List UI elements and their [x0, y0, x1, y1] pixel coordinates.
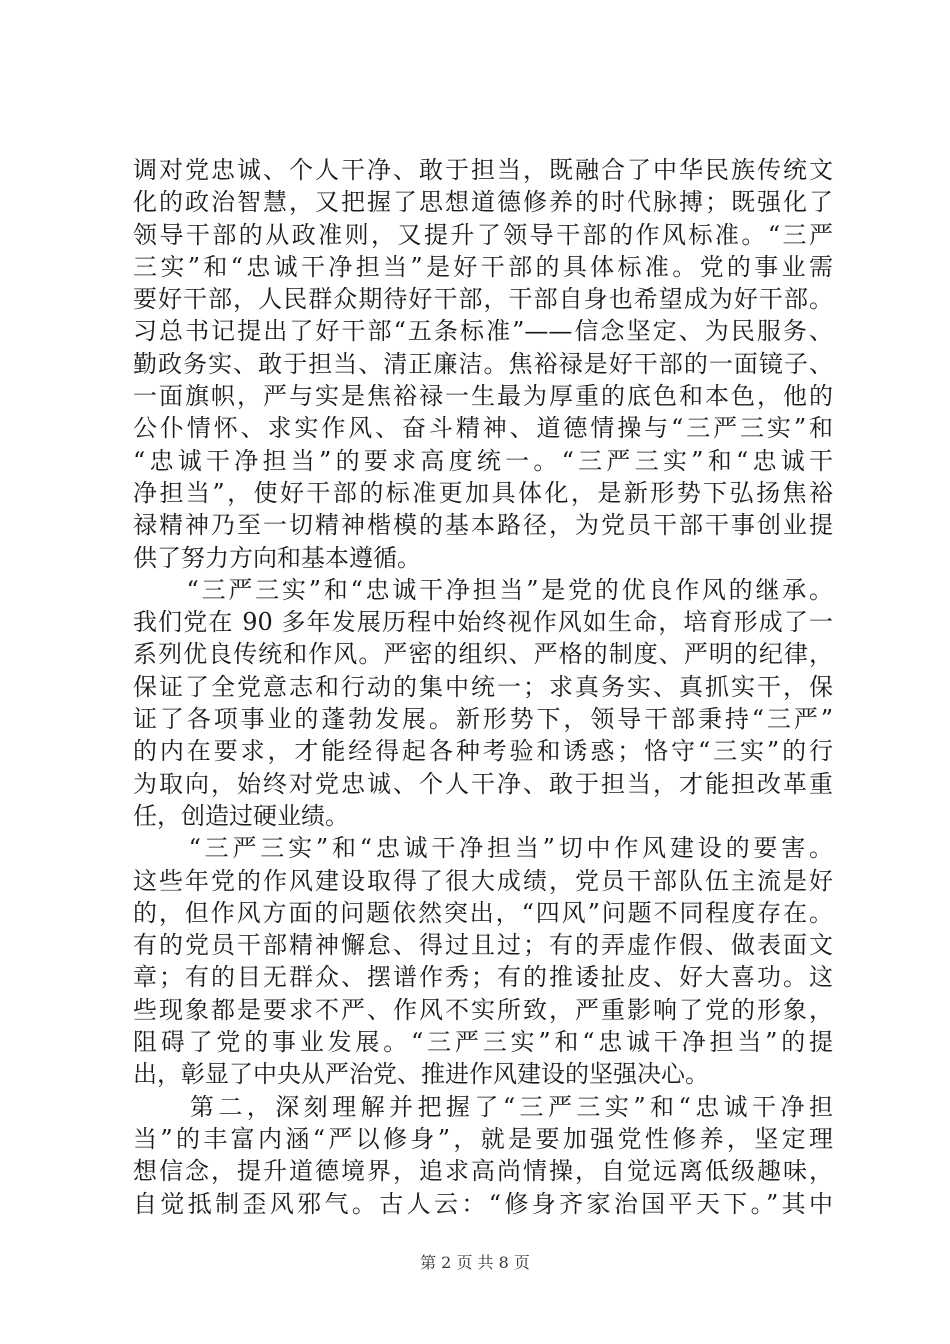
text-line: 阻碍了党的事业发展。“三严三实”和“忠诚干净担当”的提 — [133, 1028, 833, 1057]
text-line: 章；有的目无群众、摆谱作秀；有的推诿扯皮、好大喜功。这 — [133, 963, 833, 992]
text-line: “三严三实”和“忠诚干净担当”切中作风建设的要害。 — [133, 834, 833, 863]
text-line: 当”的丰富内涵“严以修身”，就是要加强党性修养，坚定理 — [133, 1124, 833, 1153]
text-line: 证了各项事业的蓬勃发展。新形势下，领导干部秉持“三严” — [133, 705, 833, 734]
text-line: 任，创造过硬业绩。 — [133, 801, 349, 830]
text-line: 出，彰显了中央从严治党、推进作风建设的坚强决心。 — [133, 1060, 709, 1089]
text-line: 公仆情怀、求实作风、奋斗精神、道德情操与“三严三实”和 — [133, 414, 833, 443]
text-line: 要好干部，人民群众期待好干部，干部自身也希望成为好干部。 — [133, 285, 833, 314]
text-line: 这些年党的作风建设取得了很大成绩，党员干部队伍主流是好 — [133, 866, 833, 895]
text-line: 三实”和“忠诚干净担当”是好干部的具体标准。党的事业需 — [133, 252, 833, 281]
text-line: “忠诚干净担当”的要求高度统一。“三严三实”和“忠诚干 — [133, 446, 833, 475]
text-line: 领导干部的从政准则，又提升了领导干部的作风标准。“三严 — [133, 220, 833, 249]
text-line: 的内在要求，才能经得起各种考验和诱惑；恪守“三实”的行 — [133, 737, 833, 766]
text-line: 些现象都是要求不严、作风不实所致，严重影响了党的形象， — [133, 995, 833, 1024]
text-line: 调对党忠诚、个人干净、敢于担当，既融合了中华民族传统文 — [133, 156, 833, 184]
text-line: 保证了全党意志和行动的集中统一；求真务实、真抓实干，保 — [133, 672, 833, 701]
text-line: 习总书记提出了好干部“五条标准”——信念坚定、为民服务、 — [133, 317, 833, 346]
text-line: 系列优良传统和作风。严密的组织、严格的制度、严明的纪律， — [133, 640, 833, 669]
text-line: 第二，深刻理解并把握了“三严三实”和“忠诚干净担 — [133, 1092, 833, 1121]
text-line: 化的政治智慧，又把握了思想道德修养的时代脉搏；既强化了 — [133, 188, 833, 217]
text-line: 自觉抵制歪风邪气。古人云：“修身齐家治国平天下。”其中 — [133, 1189, 833, 1218]
text-line: 供了努力方向和基本遵循。 — [133, 543, 421, 572]
text-line: 为取向，始终对党忠诚、个人干净、敢于担当，才能担改革重 — [133, 769, 833, 798]
text-line: 有的党员干部精神懈怠、得过且过；有的弄虚作假、做表面文 — [133, 931, 833, 960]
text-line: 一面旗帜，严与实是焦裕禄一生最为厚重的底色和本色，他的 — [133, 382, 833, 411]
text-line: 的，但作风方面的问题依然突出，“四风”问题不同程度存在。 — [133, 898, 833, 927]
text-line: 我们党在 90 多年发展历程中始终视作风如生命，培育形成了一 — [133, 608, 833, 637]
text-line: “三严三实”和“忠诚干净担当”是党的优良作风的继承。 — [133, 575, 833, 604]
page-footer: 第 2 页 共 8 页 — [420, 1253, 530, 1272]
text-line: 禄精神乃至一切精神楷模的基本路径，为党员干部干事创业提 — [133, 511, 833, 540]
body-text — [133, 154, 833, 1220]
text-line: 净担当”，使好干部的标准更加具体化，是新形势下弘扬焦裕 — [133, 478, 833, 507]
text-line: 想信念，提升道德境界，追求高尚情操，自觉远离低级趣味， — [133, 1157, 833, 1186]
text-line: 勤政务实、敢于担当、清正廉洁。焦裕禄是好干部的一面镜子、 — [133, 349, 833, 378]
